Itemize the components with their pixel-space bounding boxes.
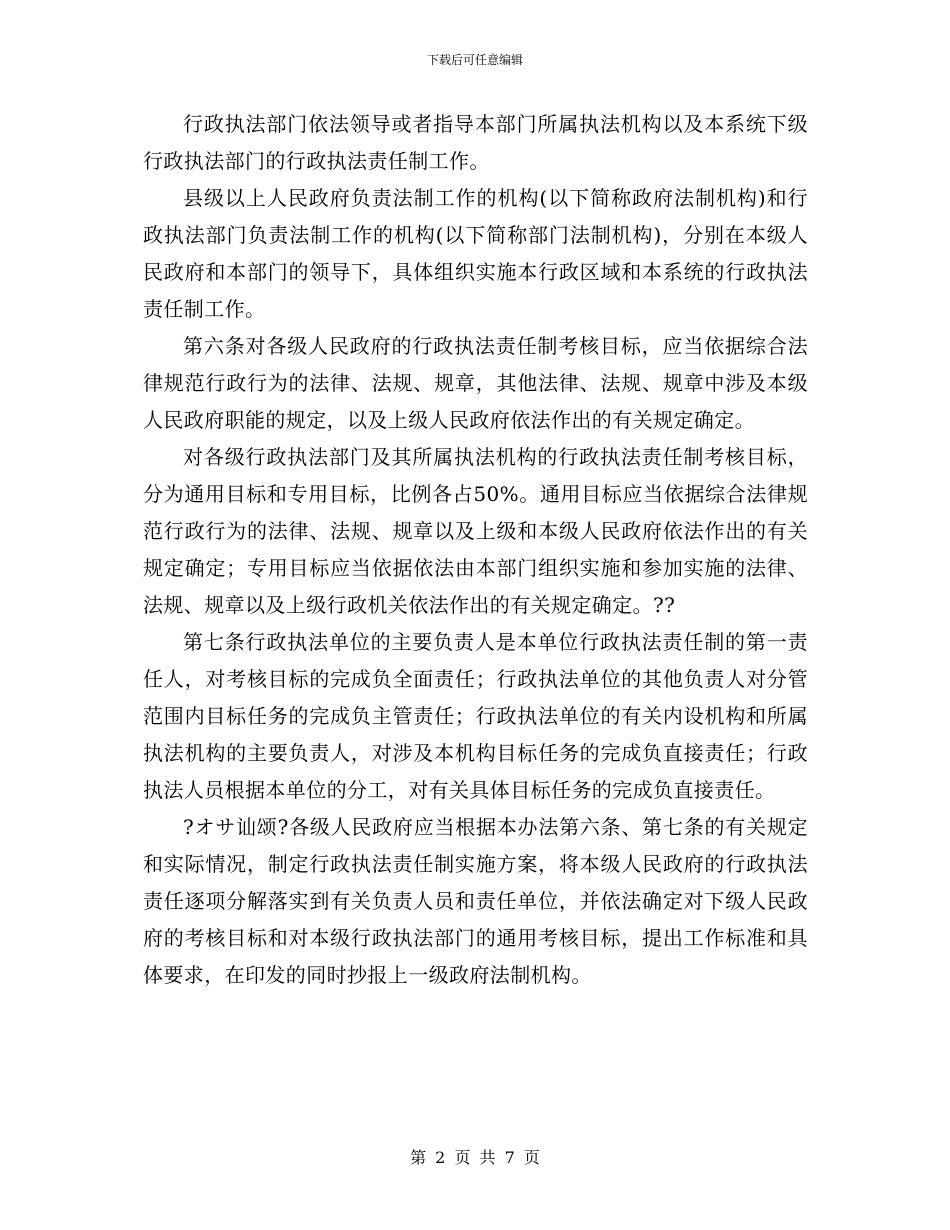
paragraph: 行政执法部门依法领导或者指导本部门所属执法机构以及本系统下级行政执法部门的行政执法责任制工作。 — [143, 112, 808, 173]
document-body — [143, 106, 808, 994]
paragraph: 县级以上人民政府负责法制工作的机构(以下简称政府法制机构)和行政执法部门负责法制工作的机构(以下简称部门法制机构)，分别在本级人民政府和本部门的领导下，具体组织实施本行政区域和本系统的行政执法责任制工作。 — [143, 186, 808, 321]
paragraph: 对各级行政执法部门及其所属执法机构的行政执法责任制考核目标，分为通用目标和专用目标，比例各占50%。通用目标应当依据综合法律规范行政行为的法律、法规、规章以及上级和本级人民政府依法作出的有关规定确定；专用目标应当依据依法由本部门组织实施和参加实施的法律、法规、规章以及上级行政机关依法作出的有关规定确定。?? — [143, 445, 808, 617]
paragraph: 第六条对各级人民政府的行政执法责任制考核目标，应当依据综合法律规范行政行为的法律、法规、规章，其他法律、法规、规章中涉及本级人民政府职能的规定，以及上级人民政府依法作出的有关规定确定。 — [143, 334, 808, 432]
paragraph: 第七条行政执法单位的主要负责人是本单位行政执法责任制的第一责任人，对考核目标的完成负全面责任；行政执法单位的其他负责人对分管范围内目标任务的完成负主管责任；行政执法单位的有关内设机构和所属执法机构的主要负责人，对涉及本机构目标任务的完成负直接责任；行政执法人员根据本单位的分工，对有关具体目标任务的完成负直接责任。 — [143, 630, 808, 802]
page-header: 下载后可任意编辑 — [426, 53, 523, 67]
paragraph: ?オサ讪颂?各级人民政府应当根据本办法第六条、第七条的有关规定和实际情况，制定行政执法责任制实施方案，将本级人民政府的行政执法责任逐项分解落实到有关负责人员和责任单位，并依法确定对下级人民政府的考核目标和对本级行政执法部门的通用考核目标，提出工作标准和具体要求，在印发的同时抄报上一级政府法制机构。 — [143, 815, 808, 987]
page-number-footer: 第 2 页 共 7 页 — [410, 1148, 540, 1167]
